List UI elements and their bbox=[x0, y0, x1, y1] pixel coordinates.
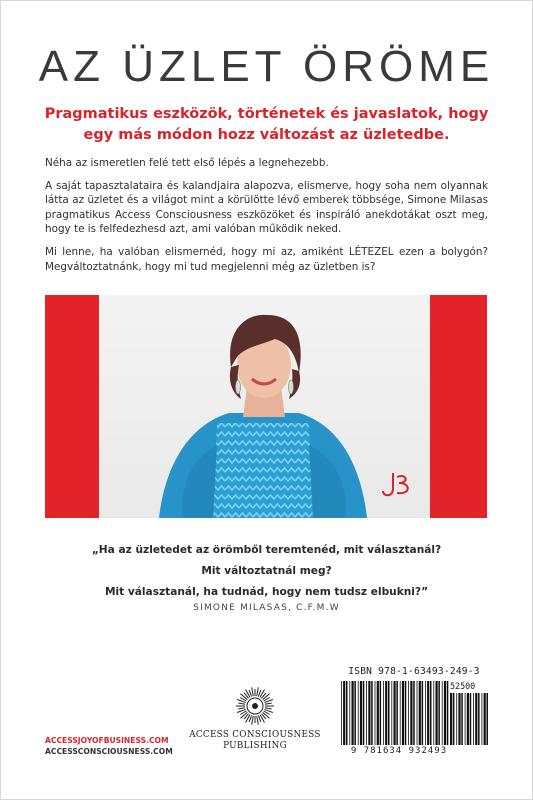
red-bar-left bbox=[45, 295, 99, 518]
quote-line-2: Mit változtatnál meg? bbox=[201, 565, 332, 577]
subtitle-line-2: egy más módon hozz változást az üzletedbe. bbox=[83, 127, 450, 143]
url-joy-of-business[interactable]: ACCESSJOYOFBUSINESS.COM bbox=[45, 736, 169, 745]
website-urls bbox=[45, 735, 173, 757]
subtitle-line-1: Pragmatikus eszközök, történetek és javaslatok, hogy bbox=[44, 106, 489, 122]
sunburst-icon bbox=[230, 686, 280, 726]
isbn-label: ISBN 978-1-63493-249-3 bbox=[348, 666, 480, 677]
quote-block bbox=[60, 540, 473, 603]
book-subtitle bbox=[30, 104, 503, 146]
jb-monogram-logo bbox=[383, 473, 408, 495]
blurb-paragraph-1: Néha az ismeretlen felé tett első lépés a legnehezebb. bbox=[45, 157, 329, 169]
author-portrait-illustration bbox=[99, 295, 430, 518]
red-bar-right bbox=[430, 295, 487, 518]
quote-attribution: SIMONE MILASAS, C.F.M.W bbox=[193, 603, 340, 613]
blurb-paragraph-2: A saját tapasztalataira és kalandjaira alapozva, elismerve, hogy soha nem olyannak látta az üzletet és a világot mint a körülötte lévő emberek többsége, Simone Milasas pragmatikus Access Consciousness eszközöket és inspiráló anekdotákat oszt meg, hogy te is felfedezhesd azt, ami valóban működik neked. bbox=[45, 179, 488, 236]
url-access-consciousness[interactable]: ACCESSCONSCIOUSNESS.COM bbox=[45, 747, 173, 756]
book-title: AZ ÜZLET ÖRÖME bbox=[38, 42, 495, 91]
publisher-logo bbox=[180, 686, 330, 752]
barcode-number: 9 781634 932493 bbox=[350, 746, 448, 756]
author-photo bbox=[99, 295, 430, 518]
quote-line-3: Mit választanál, ha tudnád, hogy nem tudsz elbukni?” bbox=[104, 586, 429, 598]
quote-line-1: „Ha az üzletedet az örömből teremtenéd, mit választanál? bbox=[91, 544, 442, 556]
blurb-paragraph-3: Mi lenne, ha valóban elismernéd, hogy mi az, amiként LÉTEZEL ezen a bolygón? Megváltoztatnánk, hogy mi tud megjelenni még az üzletben is? bbox=[45, 245, 488, 273]
blurb bbox=[45, 156, 488, 282]
ean-barcode bbox=[341, 681, 449, 745]
price-barcode bbox=[450, 693, 488, 745]
publisher-name-line-2: PUBLISHING bbox=[223, 741, 287, 751]
price-code: 52500 bbox=[450, 681, 476, 691]
publisher-name-line-1: ACCESS CONSCIOUSNESS bbox=[189, 730, 321, 740]
